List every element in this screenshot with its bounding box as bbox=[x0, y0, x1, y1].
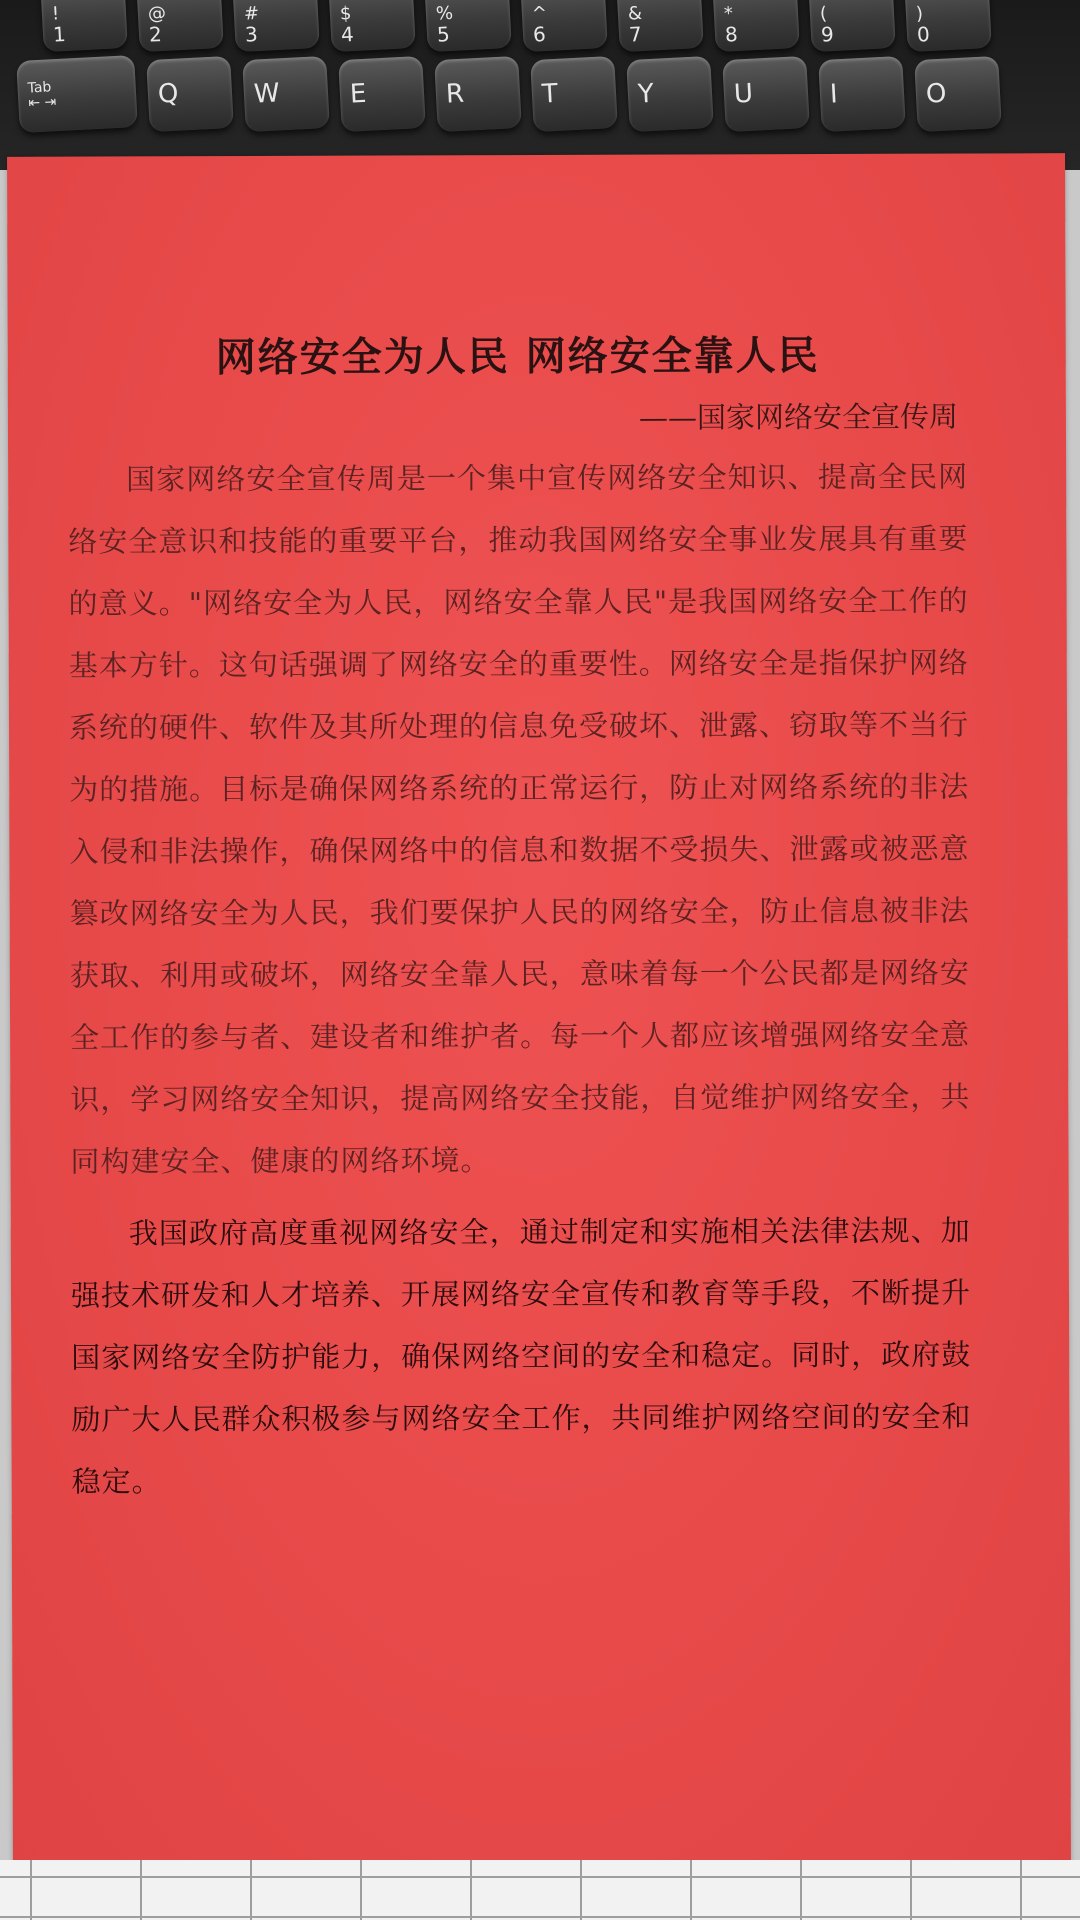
key-letter-label: T bbox=[541, 79, 559, 110]
key-letter-label: Y bbox=[637, 79, 655, 110]
key-1 bbox=[40, 0, 128, 52]
key-main-label: 9 bbox=[820, 21, 835, 47]
key-shift-label: ) bbox=[915, 3, 924, 25]
key-6 bbox=[520, 0, 608, 52]
key-i bbox=[818, 56, 906, 132]
key-shift-label: $ bbox=[339, 3, 352, 25]
key-letter-label: E bbox=[349, 79, 368, 110]
grid-paper-background bbox=[0, 1860, 1080, 1920]
key-w bbox=[242, 56, 330, 132]
paragraph-1: 国家网络安全宣传周是一个集中宣传网络安全知识、提高全民网络安全意识和技能的重要平台，推动我国网络安全事业发展具有重要的意义。"网络安全为人民，网络安全靠人民"是我国网络安全工作的基本方针。这句话强调了网络安全的重要性。网络安全是指保护网络系统的硬件、软件及其所处理的信息免受破坏、泄露、窃取等不当行为的措施。目标是确保网络系统的正常运行，防止对网络系统的非法入侵和非法操作，确保网络中的信息和数据不受损失、泄露或被恶意篡改网络安全为人民，我们要保护人民的网络安全，防止信息被非法获取、利用或破坏，网络安全靠人民，意味着每一个公民都是网络安全工作的参与者、建设者和维护者。每一个人都应该增强网络安全意识，学习网络安全知识，提高网络安全技能，自觉维护网络安全，共同构建安全、健康的网络环境。 bbox=[68, 459, 971, 1179]
key-7 bbox=[616, 0, 704, 52]
key-main-label: 1 bbox=[52, 21, 67, 47]
key-letter-label: I bbox=[829, 79, 839, 110]
key-letter-label: O bbox=[925, 78, 948, 110]
key-shift-label: % bbox=[435, 2, 454, 25]
key-q bbox=[146, 56, 234, 132]
red-paper-sheet bbox=[7, 153, 1071, 1867]
key-tab bbox=[16, 55, 138, 133]
keyboard-number-row bbox=[42, 0, 990, 50]
key-letter-label: U bbox=[733, 79, 754, 110]
key-main-label: 4 bbox=[340, 21, 355, 47]
key-letter-label: W bbox=[253, 78, 281, 110]
document-body bbox=[68, 323, 972, 1512]
key-tab-label: Tab bbox=[27, 79, 52, 97]
key-shift-label: ( bbox=[819, 3, 828, 25]
key-5 bbox=[424, 0, 512, 52]
key-u bbox=[722, 56, 810, 132]
key-t bbox=[530, 56, 618, 132]
key-main-label: 2 bbox=[148, 21, 163, 47]
key-shift-label: & bbox=[627, 3, 643, 25]
key-shift-label: * bbox=[723, 3, 734, 25]
key-shift-label: ^ bbox=[531, 3, 548, 25]
key-main-label: 3 bbox=[244, 21, 259, 47]
keyboard-letter-row bbox=[18, 58, 1000, 130]
key-9 bbox=[808, 0, 896, 52]
key-letter-label: Q bbox=[157, 78, 180, 110]
key-shift-label: # bbox=[243, 3, 260, 25]
key-main-label: 5 bbox=[436, 21, 451, 47]
key-0 bbox=[904, 0, 992, 52]
key-e bbox=[338, 56, 426, 132]
key-main-label: 8 bbox=[724, 21, 739, 47]
key-8 bbox=[712, 0, 800, 52]
key-y bbox=[626, 56, 714, 132]
key-letter-label: R bbox=[445, 79, 465, 110]
key-2 bbox=[136, 0, 224, 52]
key-shift-label: ! bbox=[51, 3, 60, 25]
tab-arrows-icon: ⇤ ⇥ bbox=[28, 94, 57, 112]
key-main-label: 6 bbox=[532, 21, 547, 47]
document-title: 网络安全为人民 网络安全靠人民 bbox=[215, 332, 820, 382]
paragraph-2: 我国政府高度重视网络安全，通过制定和实施相关法律法规、加强技术研发和人才培养、开展网络安全宣传和教育等手段，不断提升国家网络安全防护能力，确保网络空间的安全和稳定。同时，政府鼓励广大人民群众积极参与网络安全工作，共同维护网络空间的安全和稳定。 bbox=[70, 1213, 972, 1499]
key-r bbox=[434, 56, 522, 132]
key-main-label: 7 bbox=[628, 21, 643, 47]
keyboard bbox=[0, 0, 1080, 170]
key-o bbox=[914, 56, 1002, 132]
key-main-label: 0 bbox=[916, 21, 931, 47]
key-4 bbox=[328, 0, 416, 52]
key-3 bbox=[232, 0, 320, 52]
document-subtitle: ——国家网络安全宣传周 bbox=[638, 399, 958, 435]
key-shift-label: @ bbox=[147, 2, 167, 25]
